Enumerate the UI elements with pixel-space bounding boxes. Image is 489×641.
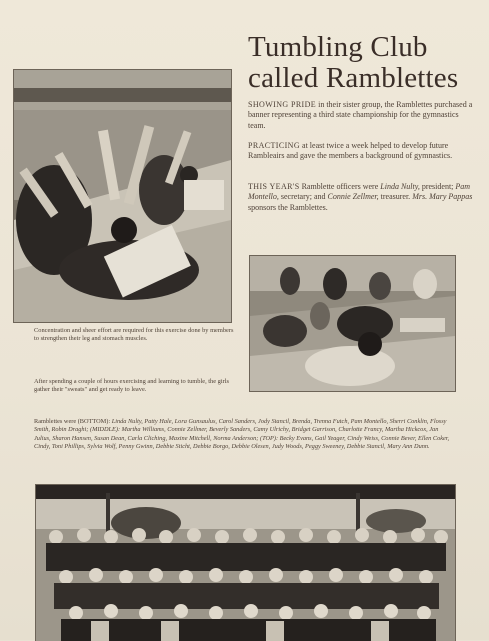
officer-name: Linda Nulty, bbox=[380, 182, 420, 191]
paragraph-text: Ramblette officers were bbox=[299, 182, 381, 191]
paragraph-text: president; bbox=[419, 182, 456, 191]
exercise-photo-image bbox=[14, 70, 231, 322]
paragraph-lead: PRACTICING bbox=[248, 141, 301, 150]
page-title bbox=[248, 32, 478, 94]
paragraph-lead: THIS YEAR'S bbox=[248, 182, 300, 191]
stretching-photo-image bbox=[250, 256, 455, 391]
group-photo-image bbox=[36, 485, 455, 641]
stretching-photo bbox=[249, 255, 456, 392]
paragraph-text: in their sister group, the Ramblettes purchased a banner representing a third state championship for the gymnastics team. bbox=[248, 100, 473, 130]
paragraph-text: sponsors the Ramblettes. bbox=[248, 202, 328, 212]
sponsor-name: Mrs. Mary Pappas bbox=[412, 192, 473, 202]
title-line-1: Tumbling Club bbox=[248, 31, 428, 63]
paragraph-text: at least twice a week helped to develop future Rambleairs and gave the members a background of gymnastics. bbox=[248, 141, 453, 161]
paragraph-text: secretary; and bbox=[278, 192, 328, 202]
caption-exercise: Concentration and sheer effort are required for this exercise done by members to strengthen their leg and stomach muscles. bbox=[34, 327, 234, 343]
paragraph-officers bbox=[248, 182, 474, 213]
roster-prefix: Ramblettes were (BOTTOM): bbox=[34, 418, 112, 425]
paragraph-lead: SHOWING PRIDE bbox=[248, 100, 317, 109]
roster-text bbox=[34, 418, 454, 452]
exercise-photo bbox=[13, 69, 232, 323]
officer-name: Pam Montello, bbox=[248, 182, 471, 202]
group-photo bbox=[35, 484, 456, 641]
caption-leaving: After spending a couple of hours exercising and learning to tumble, the girls gather their "sweats" and get ready to leave. bbox=[34, 378, 230, 394]
paragraph-banner bbox=[248, 100, 474, 131]
paragraph-text: treasurer. bbox=[378, 192, 413, 202]
paragraph-practicing bbox=[248, 141, 474, 162]
roster-names: Linda Nulty, Patty Hale, Lora Gunsaulus, Carol Sanders, Jody Stancil, Brenda, Trenna Futch, Pam Montello, Sherri Conklin, Flossy Smith, Robin Draghi; (MIDDLE): Martha Williams, Connie Zellmer, Beverly Sanders, Camy Ulrichy, Bridget Garrison, Charlotte Francy, Martha Hickcox, Jan Julius, Sharon Hansen, Susan Dean, Carla Cliching, Maxine Mitchell, Norma Anderson; (TOP): Becky Evans, Gail Yeager, Cindy Weiss, Connie Bever, Ellen Coker, Cindy, Toni Phillips, Sylvia Wolf, Penny Gwinn, Debbie Sticht, Debbie Borgo, Debbie Olesen, Judy Woods, Peggy Sweeney, Debbie Stancil, Mary Ann Dunn. bbox=[34, 418, 450, 451]
officer-name: Connie Zellmer, bbox=[327, 192, 379, 202]
title-line-2: called Ramblettes bbox=[248, 62, 459, 94]
